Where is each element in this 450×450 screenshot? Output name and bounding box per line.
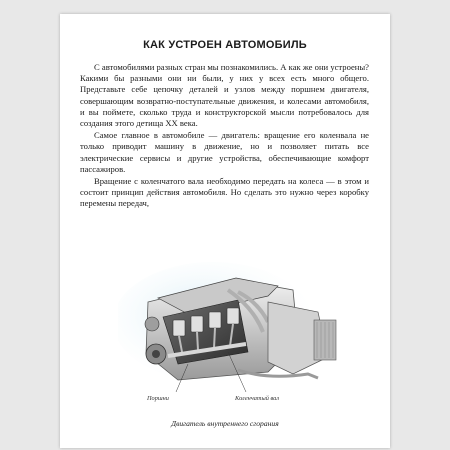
engine-illustration xyxy=(118,262,350,412)
paragraph-3: Вращение с коленчатого вала необходимо передать на колеса — в этом и состоит принцип действия автомобиля. Но сделать это нужно через коробку перемены передач, xyxy=(80,176,369,209)
label-pistons: Поршни xyxy=(147,395,169,402)
page-title: КАК УСТРОЕН АВТОМОБИЛЬ xyxy=(143,39,307,51)
book-page xyxy=(60,14,390,448)
paragraph-1: С автомобилями разных стран мы познакомились. А как же они устроены? Какими бы разными они ни были, у них у всех есть много общего. Представьте себе цепочку деталей и узлов между поршнем двигателя, совершающим возвратно-поступательные движения, и колесами автомобиля, и вы поймете, сколько труда и конструкторской мысли потребовалось для создания этого детища XX века. xyxy=(80,62,369,129)
label-crankshaft: Коленчатый вал xyxy=(235,395,280,402)
paragraph-2: Самое главное в автомобиле — двигатель: вращение его коленвала не только приводит машину в движение, но и позволяет питать все электрические сервисы и другие устройства, обеспечивающие комфорт пассажиров. xyxy=(80,130,369,174)
figure-caption: Двигатель внутреннего сгорания xyxy=(171,419,279,428)
body-text xyxy=(80,62,369,211)
alternator xyxy=(145,317,159,331)
